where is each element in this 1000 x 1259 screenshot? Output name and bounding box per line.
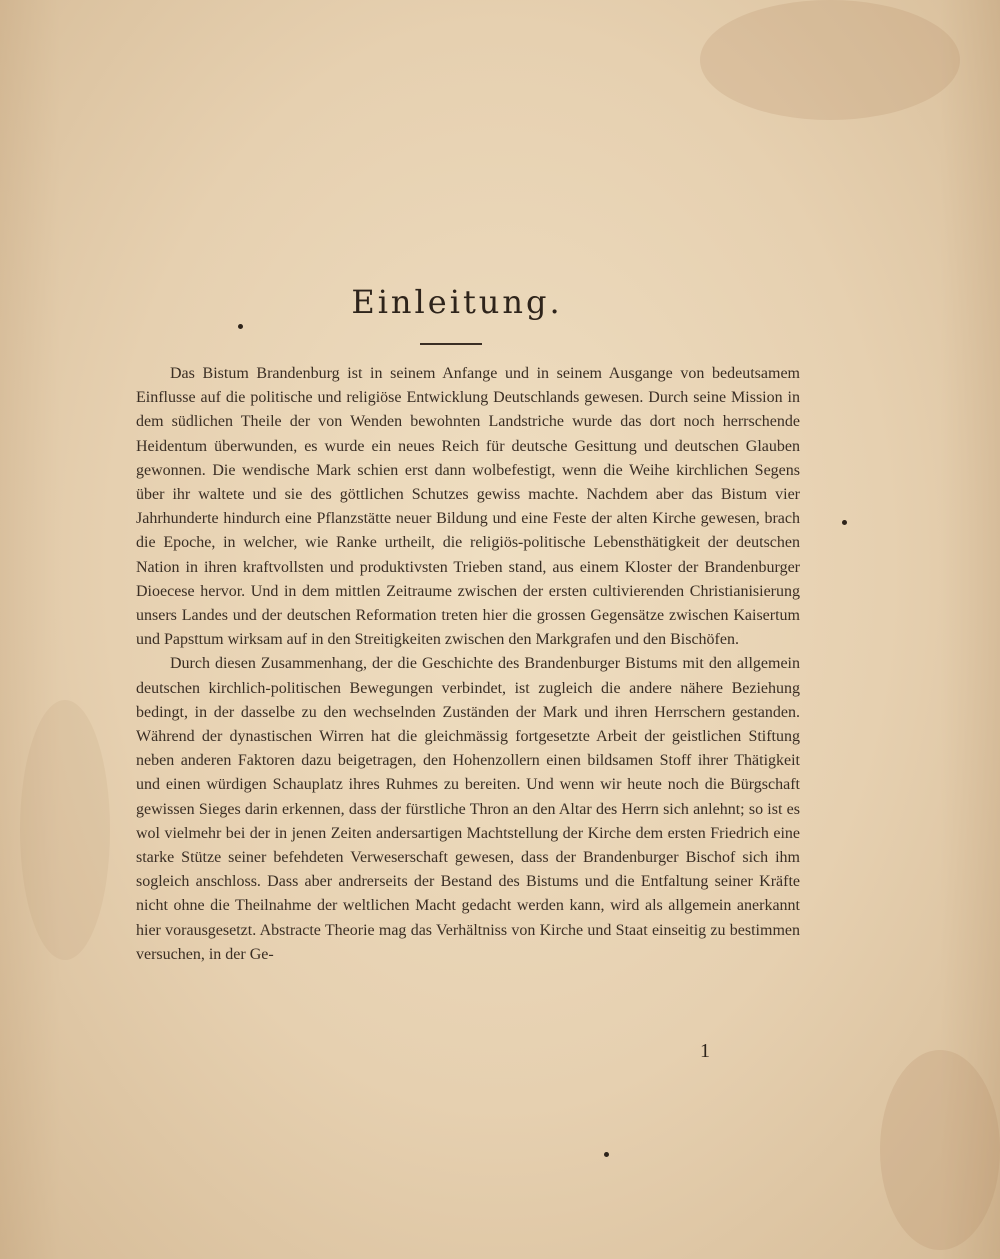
ink-speck xyxy=(842,520,847,525)
page-number: 1 xyxy=(700,1040,710,1062)
title-rule xyxy=(420,343,482,345)
ink-speck xyxy=(238,324,243,329)
paper-stain xyxy=(20,700,110,960)
chapter-title: Einleitung. xyxy=(351,283,563,321)
paper-stain xyxy=(700,0,960,120)
ink-speck xyxy=(604,1152,609,1157)
body-text xyxy=(136,362,800,967)
paper-stain xyxy=(880,1050,1000,1250)
paragraph-2: Durch diesen Zusammenhang, der die Geschichte des Brandenburger Bistums mit den allgemein deutschen kirchlich-politischen Bewegungen verbindet, ist zugleich die andere nähere Beziehung bedingt, in der dasselbe zu den wechselnden Zuständen der Mark und ihren Herrschern gestanden. Während der dynastischen Wirren hat die gleichmässig fortgesetzte Arbeit der geistlichen Stiftung neben anderen Faktoren dazu beigetragen, den Hohenzollern einen bildsamen Stoff ihrer Thätigkeit und einen würdigen Schauplatz ihres Ruhmes zu bereiten. Und wenn wir heute noch die Bürgschaft gewissen Sieges darin erkennen, dass der fürstliche Thron an den Altar des Herrn sich anlehnt; so ist es wol vielmehr bei der in jenen Zeiten andersartigen Machtstellung der Kirche dem ersten Friedrich eine starke Stütze seiner befehdeten Verweserschaft gewesen, dass der Brandenburger Bischof sich ihm sogleich anschloss. Dass aber andrerseits der Bestand des Bistums und die Entfaltung seiner Kräfte nicht ohne die Theilnahme der weltlichen Macht gedacht werden kann, wird als allgemein anerkannt hier vorausgesetzt. Abstracte Theorie mag das Verhältniss von Kirche und Staat einseitig zu bestimmen versuchen, in der Ge- xyxy=(136,655,800,963)
paragraph-1: Das Bistum Brandenburg ist in seinem Anfange und in seinem Ausgange von bedeutsamem Einflusse auf die politische und religiöse Entwicklung Deutschlands gewesen. Durch seine Mission in dem südlichen Theile der von Wenden bewohnten Landstriche wurde das dort noch herrschende Heidentum überwunden, es wurde ein neues Reich für deutsche Gesittung und deutschen Glauben gewonnen. Die wendische Mark schien erst dann wolbefestigt, wenn die Weihe kirchlichen Segens über ihr waltete und sie des göttlichen Schutzes gewiss machte. Nachdem aber das Bistum vier Jahrhunderte hindurch eine Pflanzstätte neuer Bildung und eine Feste der alten Kirche gewesen, brach die Epoche, in welcher, wie Ranke urtheilt, die religiös-politische Lebensthätigkeit der deutschen Nation in ihren kraftvollsten und produktivsten Trieben stand, aus einem Kloster der Brandenburger Dioecese hervor. Und in dem mittlen Zeitraume zwischen der ersten cultivierenden Christianisierung unsers Landes und der deutschen Reformation treten hier die grossen Gegensätze zwischen Kaisertum und Papsttum wirksam auf in den Streitigkeiten zwischen den Markgrafen und den Bischöfen. xyxy=(136,365,800,649)
